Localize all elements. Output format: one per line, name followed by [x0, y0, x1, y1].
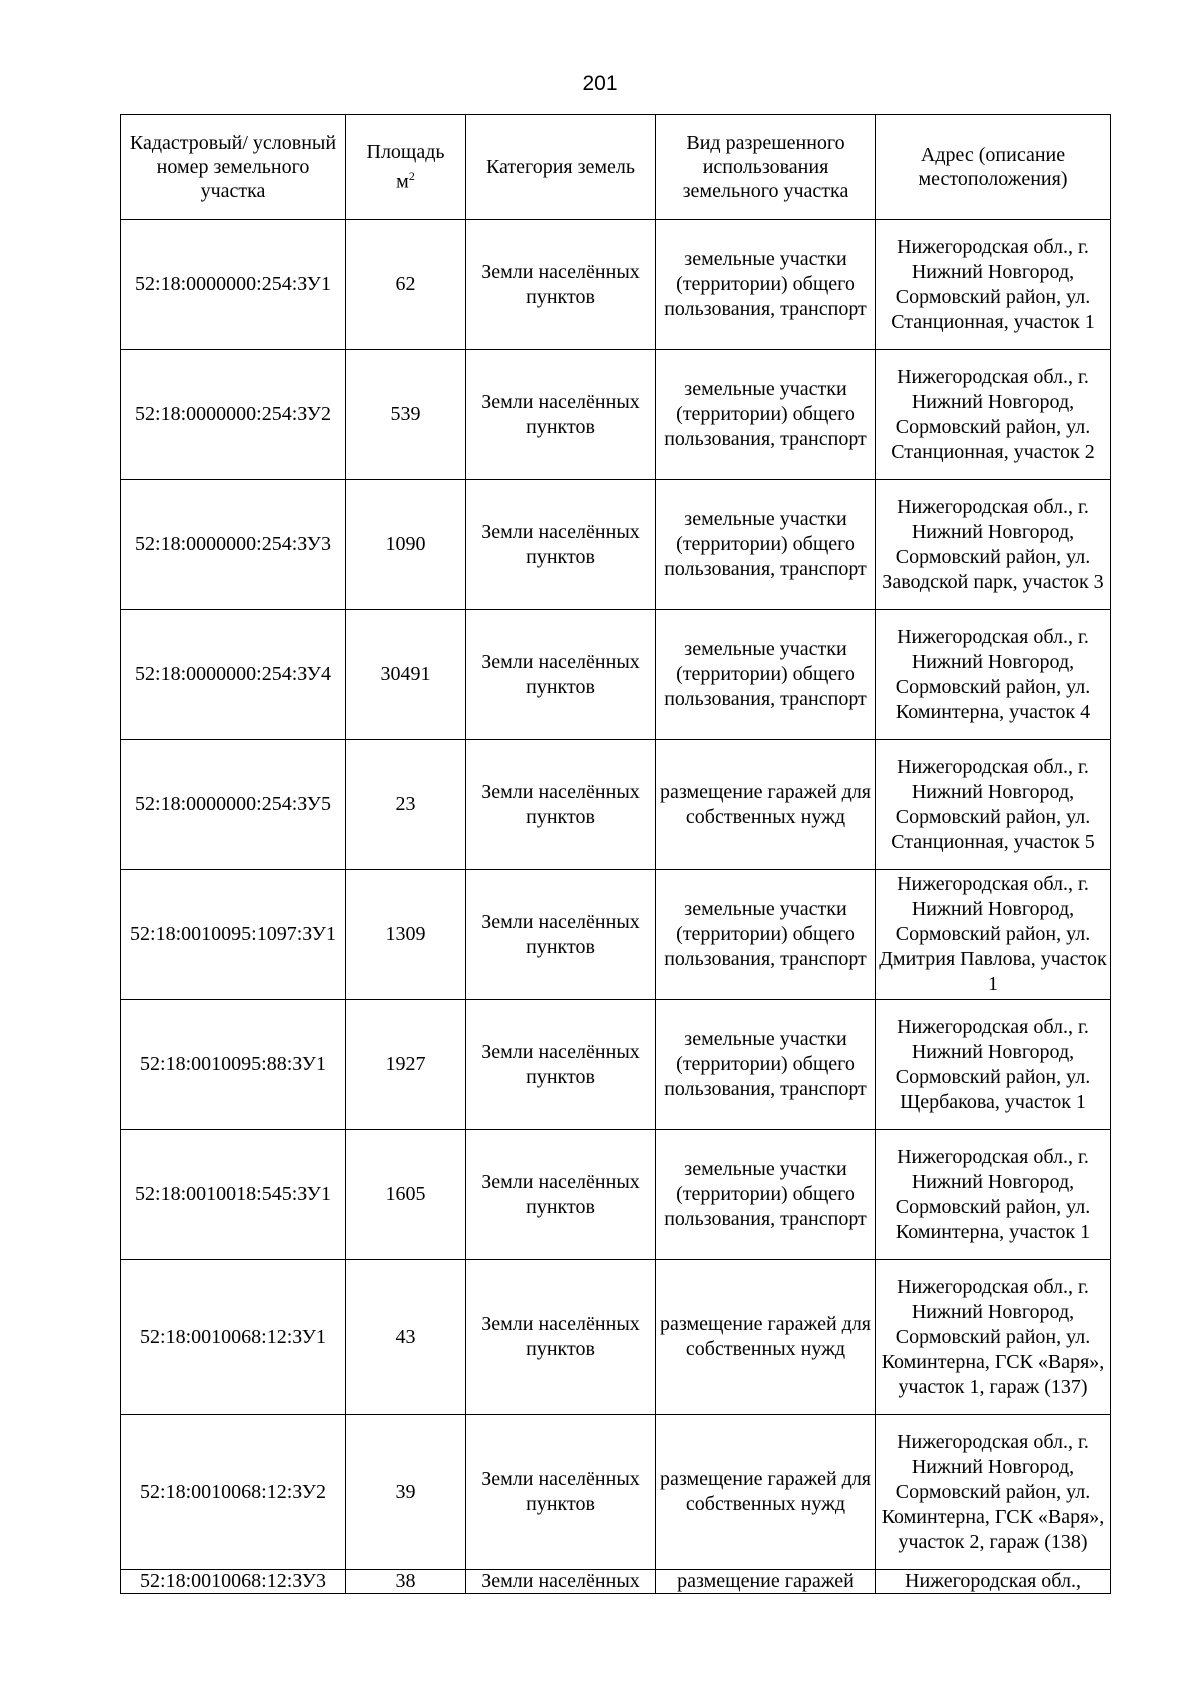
land-category: Земли населённых пунктов — [466, 480, 656, 610]
area-value: 1605 — [346, 1130, 466, 1260]
area-value: 1927 — [346, 1000, 466, 1130]
area-value: 539 — [346, 350, 466, 480]
cadastral-number: 52:18:0010095:88:ЗУ1 — [121, 1000, 346, 1130]
address: Нижегородская обл., — [876, 1570, 1111, 1594]
header-area-unit-power: 2 — [408, 169, 415, 184]
cadastral-number: 52:18:0000000:254:ЗУ2 — [121, 350, 346, 480]
address: Нижегородская обл., г. Нижний Новгород, Сормовский район, ул. Коминтерна, ГСК «Варя», участок 2, гараж (138) — [876, 1415, 1111, 1570]
table-row — [121, 1570, 1111, 1594]
table-row — [121, 1260, 1111, 1415]
permitted-use: земельные участки (территории) общего пользования, транспорт — [656, 350, 876, 480]
area-value: 1309 — [346, 870, 466, 1000]
address: Нижегородская обл., г. Нижний Новгород, Сормовский район, ул. Заводской парк, участок 3 — [876, 480, 1111, 610]
address: Нижегородская обл., г. Нижний Новгород, Сормовский район, ул. Коминтерна, участок 4 — [876, 610, 1111, 740]
address: Нижегородская обл., г. Нижний Новгород, Сормовский район, ул. Дмитрия Павлова, участок 1 — [876, 870, 1111, 1000]
area-value: 62 — [346, 220, 466, 350]
land-category: Земли населённых пунктов — [466, 1000, 656, 1130]
page-number: 201 — [582, 72, 618, 95]
cadastral-number: 52:18:0000000:254:ЗУ5 — [121, 740, 346, 870]
table-row — [121, 220, 1111, 350]
cadastral-number: 52:18:0010018:545:ЗУ1 — [121, 1130, 346, 1260]
cadastral-number: 52:18:0000000:254:ЗУ1 — [121, 220, 346, 350]
permitted-use: земельные участки (территории) общего пользования, транспорт — [656, 610, 876, 740]
address: Нижегородская обл., г. Нижний Новгород, Сормовский район, ул. Станционная, участок 2 — [876, 350, 1111, 480]
land-category: Земли населённых пунктов — [466, 350, 656, 480]
table-header-row — [121, 115, 1111, 220]
header-address: Адрес (описание местоположения) — [876, 115, 1111, 220]
cadastral-number: 52:18:0010068:12:ЗУ2 — [121, 1415, 346, 1570]
permitted-use: размещение гаражей для собственных нужд — [656, 1260, 876, 1415]
permitted-use: размещение гаражей для собственных нужд — [656, 740, 876, 870]
permitted-use: размещение гаражей для собственных нужд — [656, 1415, 876, 1570]
area-value: 23 — [346, 740, 466, 870]
land-category: Земли населённых пунктов — [466, 1260, 656, 1415]
header-area-label: Площадь — [366, 141, 445, 164]
land-category: Земли населённых пунктов — [466, 220, 656, 350]
table-row — [121, 1415, 1111, 1570]
address: Нижегородская обл., г. Нижний Новгород, Сормовский район, ул. Станционная, участок 1 — [876, 220, 1111, 350]
address: Нижегородская обл., г. Нижний Новгород, Сормовский район, ул. Щербакова, участок 1 — [876, 1000, 1111, 1130]
header-area-unit: м — [396, 170, 409, 193]
cadastral-number: 52:18:0000000:254:ЗУ3 — [121, 480, 346, 610]
table-row — [121, 870, 1111, 1000]
header-category: Категория земель — [466, 115, 656, 220]
cadastral-number: 52:18:0010068:12:ЗУ1 — [121, 1260, 346, 1415]
table-row — [121, 740, 1111, 870]
header-permitted-use: Вид разрешенного использования земельного участка — [656, 115, 876, 220]
table-row — [121, 350, 1111, 480]
area-value: 38 — [346, 1570, 466, 1594]
permitted-use: земельные участки (территории) общего пользования, транспорт — [656, 220, 876, 350]
address: Нижегородская обл., г. Нижний Новгород, Сормовский район, ул. Станционная, участок 5 — [876, 740, 1111, 870]
land-category: Земли населённых пунктов — [466, 870, 656, 1000]
header-cadastral: Кадастровый/ условный номер земельного участка — [121, 115, 346, 220]
land-category: Земли населённых пунктов — [466, 1130, 656, 1260]
land-category: Земли населённых пунктов — [466, 1415, 656, 1570]
table-row — [121, 480, 1111, 610]
permitted-use: земельные участки (территории) общего пользования, транспорт — [656, 480, 876, 610]
table-row — [121, 1130, 1111, 1260]
land-category: Земли населённых — [466, 1570, 656, 1594]
cadastral-number: 52:18:0010068:12:ЗУ3 — [121, 1570, 346, 1594]
permitted-use: земельные участки (территории) общего пользования, транспорт — [656, 1000, 876, 1130]
area-value: 1090 — [346, 480, 466, 610]
area-value: 39 — [346, 1415, 466, 1570]
address: Нижегородская обл., г. Нижний Новгород, Сормовский район, ул. Коминтерна, участок 1 — [876, 1130, 1111, 1260]
cadastral-number: 52:18:0010095:1097:ЗУ1 — [121, 870, 346, 1000]
address: Нижегородская обл., г. Нижний Новгород, Сормовский район, ул. Коминтерна, ГСК «Варя», участок 1, гараж (137) — [876, 1260, 1111, 1415]
land-category: Земли населённых пунктов — [466, 740, 656, 870]
permitted-use: земельные участки (территории) общего пользования, транспорт — [656, 870, 876, 1000]
land-category: Земли населённых пунктов — [466, 610, 656, 740]
table-row — [121, 610, 1111, 740]
permitted-use: размещение гаражей — [656, 1570, 876, 1594]
permitted-use: земельные участки (территории) общего пользования, транспорт — [656, 1130, 876, 1260]
land-plots-table — [120, 114, 1111, 1594]
area-value: 30491 — [346, 610, 466, 740]
header-area — [346, 115, 466, 220]
table-row — [121, 1000, 1111, 1130]
cadastral-number: 52:18:0000000:254:ЗУ4 — [121, 610, 346, 740]
area-value: 43 — [346, 1260, 466, 1415]
